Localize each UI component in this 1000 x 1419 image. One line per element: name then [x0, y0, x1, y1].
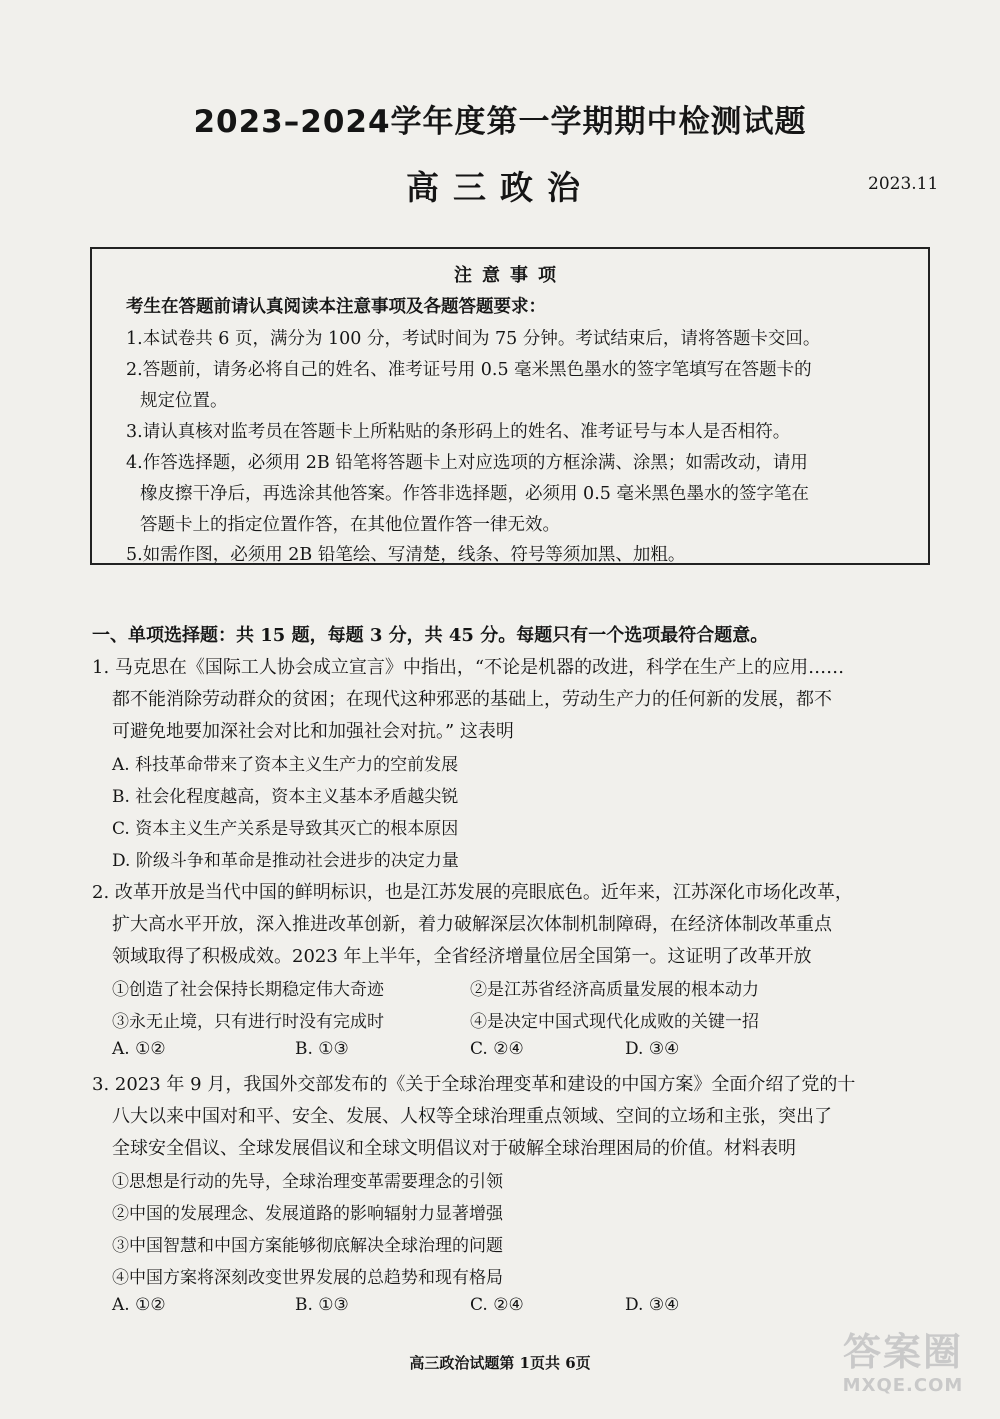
exam-date: 2023.11 — [868, 174, 939, 194]
q1-text: 1. 马克思在《国际工人协会成立宣言》中指出，“不论是机器的改进，科学在生产上的应用…… — [92, 657, 845, 678]
q1-option-c: C. 资本主义生产关系是导致其灭亡的根本原因 — [112, 819, 459, 839]
q3-item-2: ②中国的发展理念、发展道路的影响辐射力显著增强 — [112, 1204, 503, 1224]
q2-item-1: ①创造了社会保持长期稳定伟大奇迹 — [112, 980, 384, 1000]
q2-text: 扩大高水平开放，深入推进改革创新，着力破解深层次体制机制障碍，在经济体制改革重点 — [112, 914, 832, 935]
q3-item-4: ④中国方案将深刻改变世界发展的总趋势和现有格局 — [112, 1268, 503, 1288]
q3-text: 全球安全倡议、全球发展倡议和全球文明倡议对于破解全球治理困局的价值。材料表明 — [112, 1138, 796, 1159]
watermark-url: MXQE.COM — [842, 1375, 964, 1396]
notice-line: 2.答题前，请务必将自己的姓名、准考证号用 0.5 毫米黑色墨水的签字笔填写在答题卡的 — [126, 360, 812, 380]
notice-line: 4.作答选择题，必须用 2B 铅笔将答题卡上对应选项的方框涂满、涂黑；如需改动，请用 — [126, 453, 808, 473]
notice-line: 1.本试卷共 6 页，满分为 100 分，考试时间为 75 分钟。考试结束后，请将答题卡交回。 — [126, 329, 821, 349]
notice-intro: 考生在答题前请认真阅读本注意事项及各题答题要求： — [126, 297, 546, 317]
notice-line: 规定位置。 — [140, 391, 228, 411]
section-heading: 一、单项选择题：共 15 题，每题 3 分，共 45 分。每题只有一个选项最符合题意。 — [92, 625, 769, 646]
notice-box — [90, 247, 930, 565]
q3-option-c: C. ②④ — [470, 1295, 524, 1315]
q3-item-3: ③中国智慧和中国方案能够彻底解决全球治理的问题 — [112, 1236, 503, 1256]
q2-option-c: C. ②④ — [470, 1039, 524, 1059]
q2-item-3: ③永无止境，只有进行时没有完成时 — [112, 1012, 384, 1032]
notice-line: 5.如需作图，必须用 2B 铅笔绘、写清楚，线条、符号等须加黑、加粗。 — [126, 545, 686, 565]
q3-text: 八大以来中国对和平、安全、发展、人权等全球治理重点领域、空间的立场和主张，突出了 — [112, 1106, 832, 1127]
page-subtitle: 高三政治 — [406, 168, 594, 207]
q2-option-b: B. ①③ — [295, 1039, 349, 1059]
notice-line: 答题卡上的指定位置作答，在其他位置作答一律无效。 — [140, 515, 560, 535]
q1-option-d: D. 阶级斗争和革命是推动社会进步的决定力量 — [112, 851, 459, 871]
watermark-logo: 答案圈 — [842, 1330, 963, 1374]
q1-option-b: B. 社会化程度越高，资本主义基本矛盾越尖锐 — [112, 787, 459, 807]
q1-option-a: A. 科技革命带来了资本主义生产力的空前发展 — [112, 755, 459, 775]
q2-item-4: ④是决定中国式现代化成败的关键一招 — [470, 1012, 759, 1032]
q3-item-1: ①思想是行动的先导，全球治理变革需要理念的引领 — [112, 1172, 503, 1192]
q3-option-b: B. ①③ — [295, 1295, 349, 1315]
page-footer: 高三政治试题第 1页共 6页 — [409, 1354, 591, 1372]
notice-line: 3.请认真核对监考员在答题卡上所粘贴的条形码上的姓名、准考证号与本人是否相符。 — [126, 422, 791, 442]
q1-text: 都不能消除劳动群众的贫困；在现代这种邪恶的基础上，劳动生产力的任何新的发展，都不 — [112, 689, 832, 710]
q2-option-d: D. ③④ — [625, 1039, 680, 1059]
q3-option-d: D. ③④ — [625, 1295, 680, 1315]
notice-line: 橡皮擦干净后，再选涂其他答案。作答非选择题，必须用 0.5 毫米黑色墨水的签字笔在 — [140, 484, 809, 504]
q1-text: 可避免地要加深社会对比和加强社会对抗。” 这表明 — [112, 721, 514, 742]
q2-option-a: A. ①② — [112, 1039, 166, 1059]
q2-text: 领域取得了积极成效。2023 年上半年，全省经济增量位居全国第一。这证明了改革开放 — [112, 946, 812, 967]
notice-title: 注意事项 — [454, 265, 566, 286]
q3-text: 3. 2023 年 9 月，我国外交部发布的《关于全球治理变革和建设的中国方案》全面介绍了党的十 — [92, 1074, 856, 1095]
watermark — [818, 1329, 988, 1409]
page-title: 2023–2024学年度第一学期期中检测试题 — [193, 104, 807, 140]
q3-option-a: A. ①② — [112, 1295, 166, 1315]
q2-item-2: ②是江苏省经济高质量发展的根本动力 — [470, 980, 759, 1000]
q2-text: 2. 改革开放是当代中国的鲜明标识，也是江苏发展的亮眼底色。近年来，江苏深化市场化改革， — [92, 882, 853, 903]
